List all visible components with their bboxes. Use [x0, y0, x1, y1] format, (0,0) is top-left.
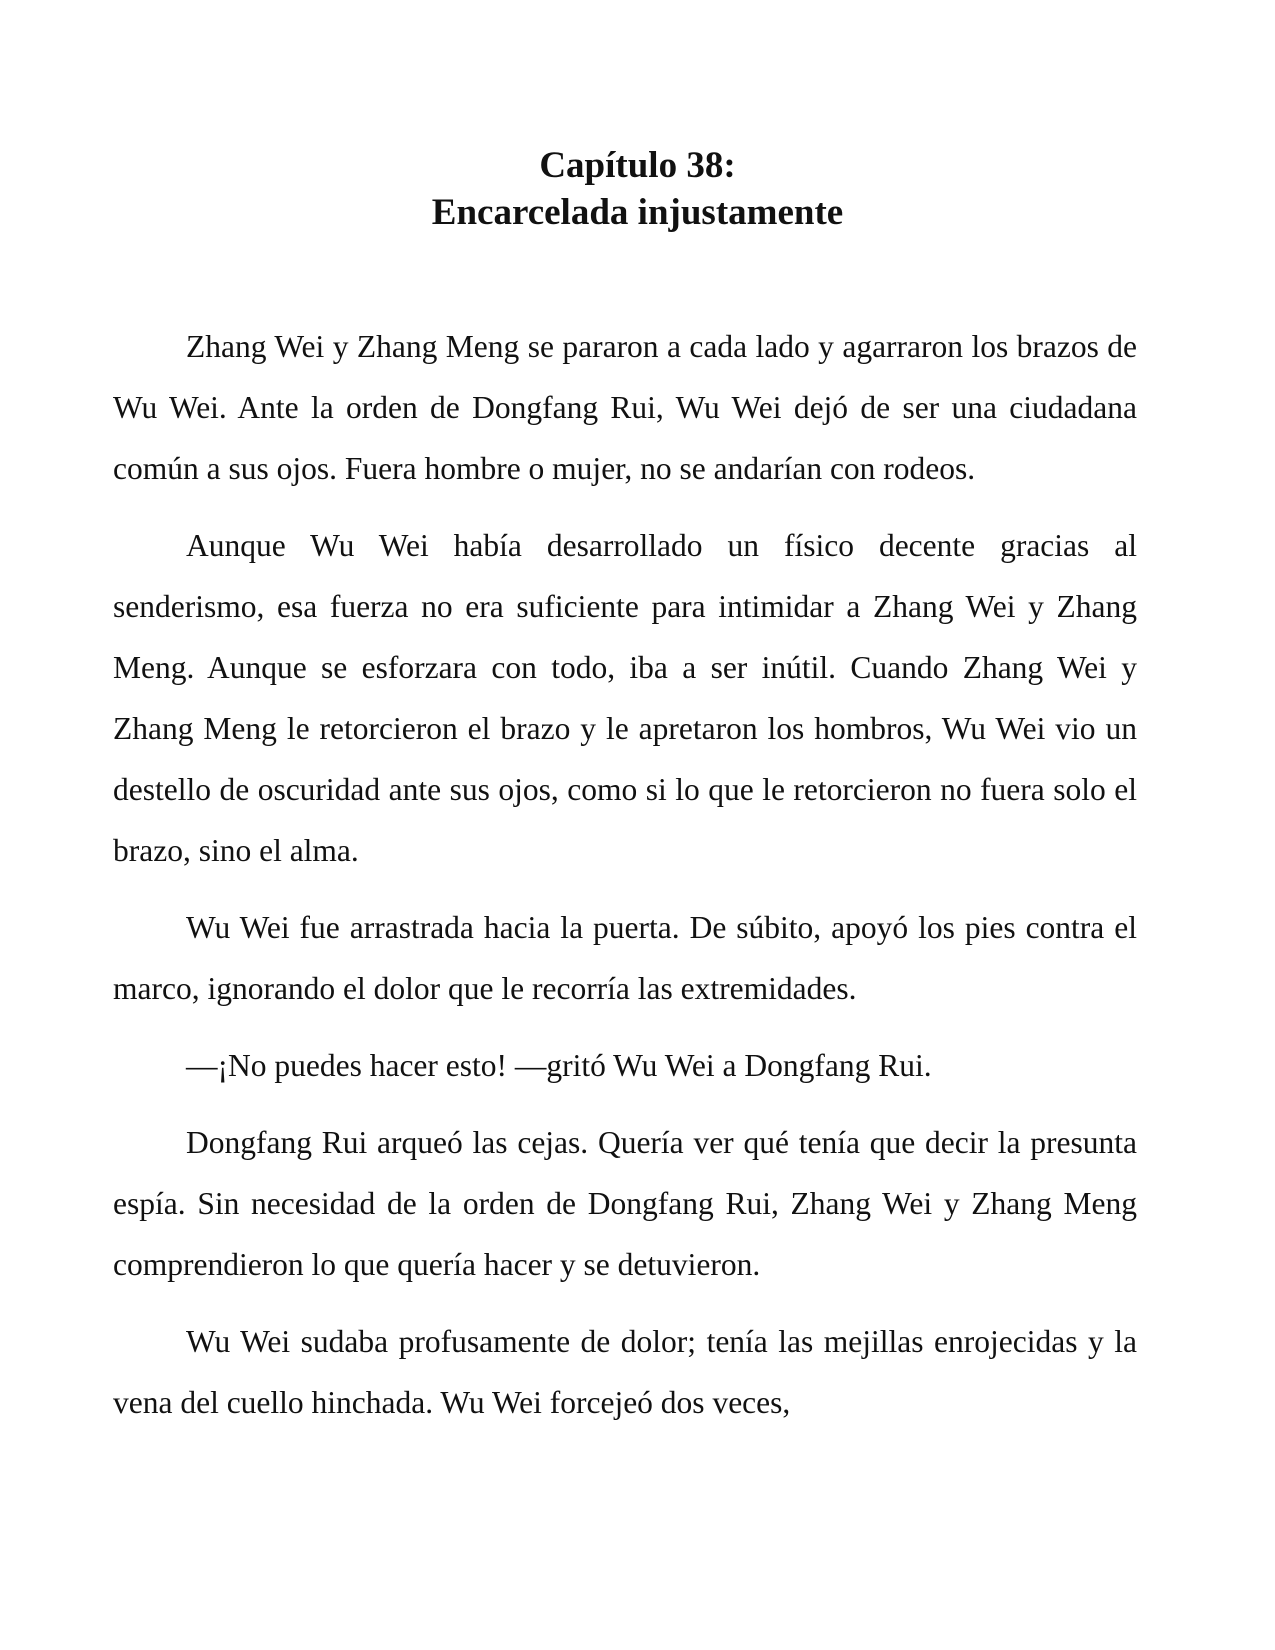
paragraph-4-dialogue: —¡No puedes hacer esto! —gritó Wu Wei a Dongfang Rui.: [186, 1048, 932, 1083]
chapter-number: Capítulo 38:: [539, 145, 736, 186]
paragraph-5: Dongfang Rui arqueó las cejas. Quería ver qué tenía que decir la presunta espía. Sin necesidad de la orden de Dongfang Rui, Zhang Wei y Zhang Meng comprendieron lo que quería hacer y se detuvieron.: [113, 1125, 1137, 1282]
paragraph-3: Wu Wei fue arrastrada hacia la puerta. De súbito, apoyó los pies contra el marco, ignorando el dolor que le recorría las extremidades.: [113, 910, 1137, 1006]
paragraph-6: Wu Wei sudaba profusamente de dolor; tenía las mejillas enrojecidas y la vena del cuello hinchada. Wu Wei forcejeó dos veces,: [113, 1324, 1137, 1420]
chapter-heading: [0, 142, 1275, 236]
paragraph-1: Zhang Wei y Zhang Meng se pararon a cada lado y agarraron los brazos de Wu Wei. Ante la orden de Dongfang Rui, Wu Wei dejó de ser una ciudadana común a sus ojos. Fuera hombre o mujer, no se andarían con rodeos.: [113, 329, 1137, 486]
chapter-title: Encarcelada injustamente: [431, 192, 844, 233]
paragraph-2: Aunque Wu Wei había desarrollado un físico decente gracias al senderismo, esa fuerza no era suficiente para intimidar a Zhang Wei y Zhang Meng. Aunque se esforzara con todo, iba a ser inútil. Cuando Zhang Wei y Zhang Meng le retorcieron el brazo y le apretaron los hombros, Wu Wei vio un destello de oscuridad ante sus ojos, como si lo que le retorcieron no fuera solo el brazo, sino el alma.: [113, 528, 1137, 868]
chapter-body: [113, 316, 1137, 1449]
